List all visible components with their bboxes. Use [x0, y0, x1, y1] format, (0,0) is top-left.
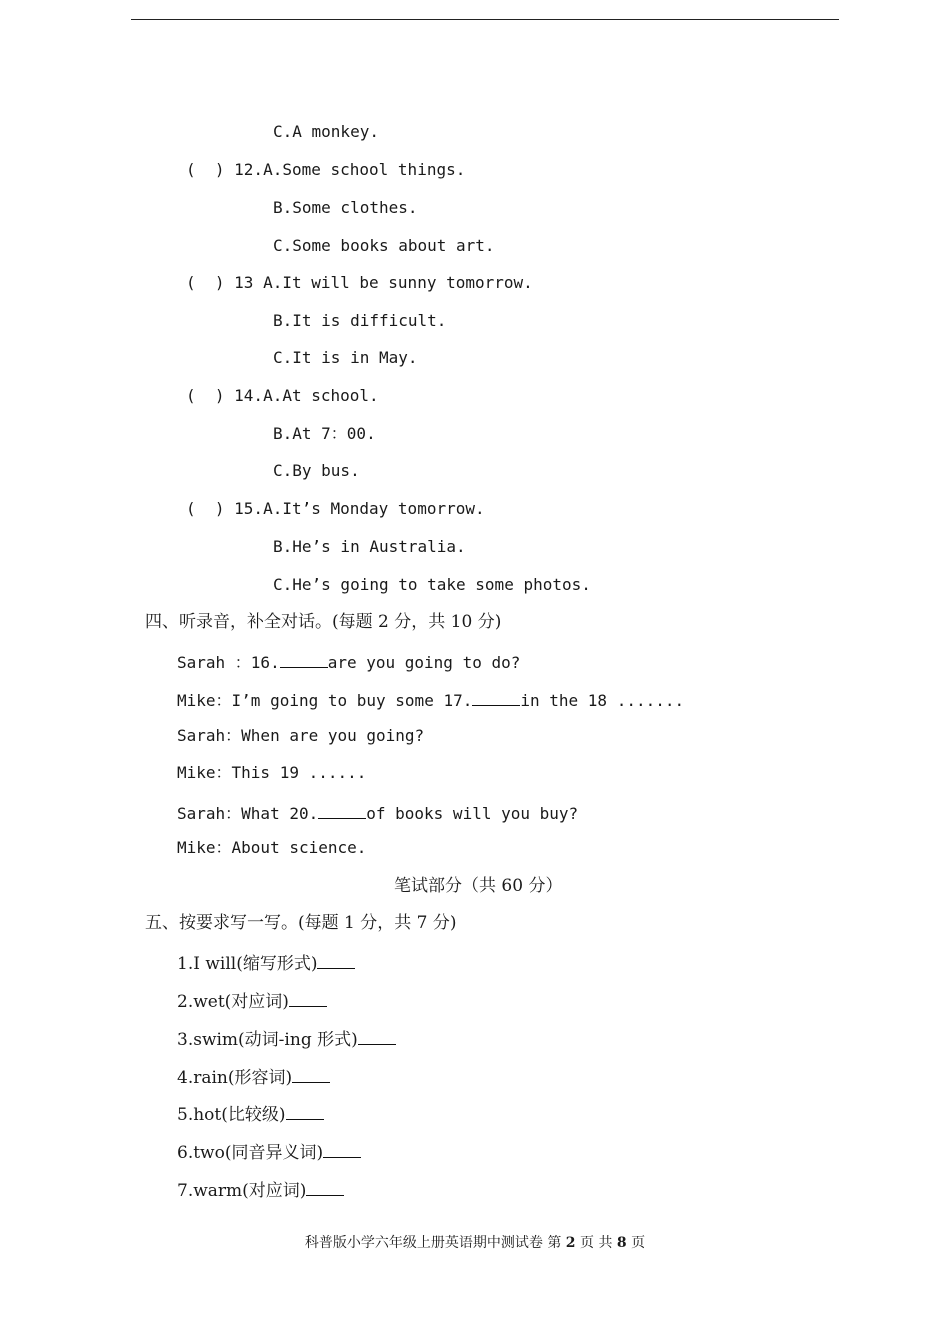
q12-option-b: B.Some clothes. [273, 198, 418, 217]
exercise-item-1-text: 1.I will(缩写形式) [177, 954, 318, 974]
dialogue-line-2-text: Mike：I’m going to buy some 17. [177, 691, 473, 710]
blank-20[interactable] [318, 801, 366, 819]
dialogue-line-4: Mike：This 19 ...... [177, 763, 367, 782]
answer-blank-7[interactable] [306, 1178, 344, 1196]
blank-17[interactable] [472, 688, 520, 706]
dialogue-line-5-tail: of books will you buy? [366, 804, 579, 823]
dialogue-line-5-text: Sarah：What 20. [177, 804, 319, 823]
q15-option-b: B.He’s in Australia. [273, 537, 466, 556]
q13-option-c: C.It is in May. [273, 348, 418, 367]
footer-total-pages: 8 [616, 1235, 627, 1251]
exercise-item-6-text: 6.two(同音异义词) [177, 1143, 324, 1163]
exercise-item-1 [177, 951, 355, 974]
exercise-item-4-text: 4.rain(形容词) [177, 1068, 293, 1088]
dialogue-line-2 [177, 688, 684, 711]
dialogue-line-3: Sarah：When are you going? [177, 726, 425, 745]
answer-blank-3[interactable] [358, 1027, 396, 1045]
q15-option-c: C.He’s going to take some photos. [273, 575, 591, 594]
dialogue-line-1 [177, 650, 520, 673]
dialogue-line-6: Mike：About science. [177, 838, 367, 857]
q14-option-b: B.At 7：00. [273, 424, 376, 443]
exercise-item-5-text: 5.hot(比较级) [177, 1105, 286, 1125]
dialogue-line-2-tail: in the 18 ....... [520, 691, 685, 710]
footer-page-number: 2 [565, 1235, 576, 1251]
answer-blank-6[interactable] [323, 1140, 361, 1158]
exercise-item-2-text: 2.wet(对应词) [177, 992, 289, 1012]
exercise-item-2 [177, 989, 327, 1012]
footer-suffix: 页 [626, 1235, 646, 1251]
footer-mid: 页 共 [575, 1235, 617, 1251]
dialogue-line-5 [177, 801, 578, 824]
dialogue-line-1-text: Sarah ：16. [177, 653, 280, 672]
answer-blank-2[interactable] [289, 989, 327, 1007]
page-footer [0, 1232, 950, 1252]
q14-stem: ( ) 14.A.At school. [186, 386, 379, 405]
dialogue-line-1-tail: are you going to do? [327, 653, 521, 672]
exercise-item-6 [177, 1140, 361, 1163]
section4-heading: 四、听录音，补全对话。(每题 2 分，共 10 分) [145, 612, 502, 632]
q13-stem: ( ) 13 A.It will be sunny tomorrow. [186, 273, 533, 292]
header-rule [131, 19, 839, 20]
exercise-item-7-text: 7.warm(对应词) [177, 1181, 307, 1201]
q12-stem: ( ) 12.A.Some school things. [186, 160, 466, 179]
q14-option-c: C.By bus. [273, 461, 360, 480]
exercise-item-4 [177, 1065, 330, 1088]
q12-option-c: C.Some books about art. [273, 236, 495, 255]
exercise-item-5 [177, 1102, 324, 1125]
exercise-item-3-text: 3.swim(动词-ing 形式) [177, 1030, 358, 1050]
answer-blank-5[interactable] [286, 1102, 324, 1120]
answer-blank-1[interactable] [317, 951, 355, 969]
q15-stem: ( ) 15.A.It’s Monday tomorrow. [186, 499, 485, 518]
q13-option-b: B.It is difficult. [273, 311, 447, 330]
footer-prefix: 科普版小学六年级上册英语期中测试卷 第 [304, 1235, 566, 1251]
blank-16[interactable] [280, 650, 328, 668]
exercise-item-3 [177, 1027, 396, 1050]
exercise-item-7 [177, 1178, 344, 1201]
section5-heading: 五、按要求写一写。(每题 1 分，共 7 分) [145, 913, 457, 933]
written-part-heading: 笔试部分（共 60 分） [394, 876, 563, 896]
answer-blank-4[interactable] [292, 1065, 330, 1083]
q11-option-c: C.A monkey. [273, 122, 379, 141]
